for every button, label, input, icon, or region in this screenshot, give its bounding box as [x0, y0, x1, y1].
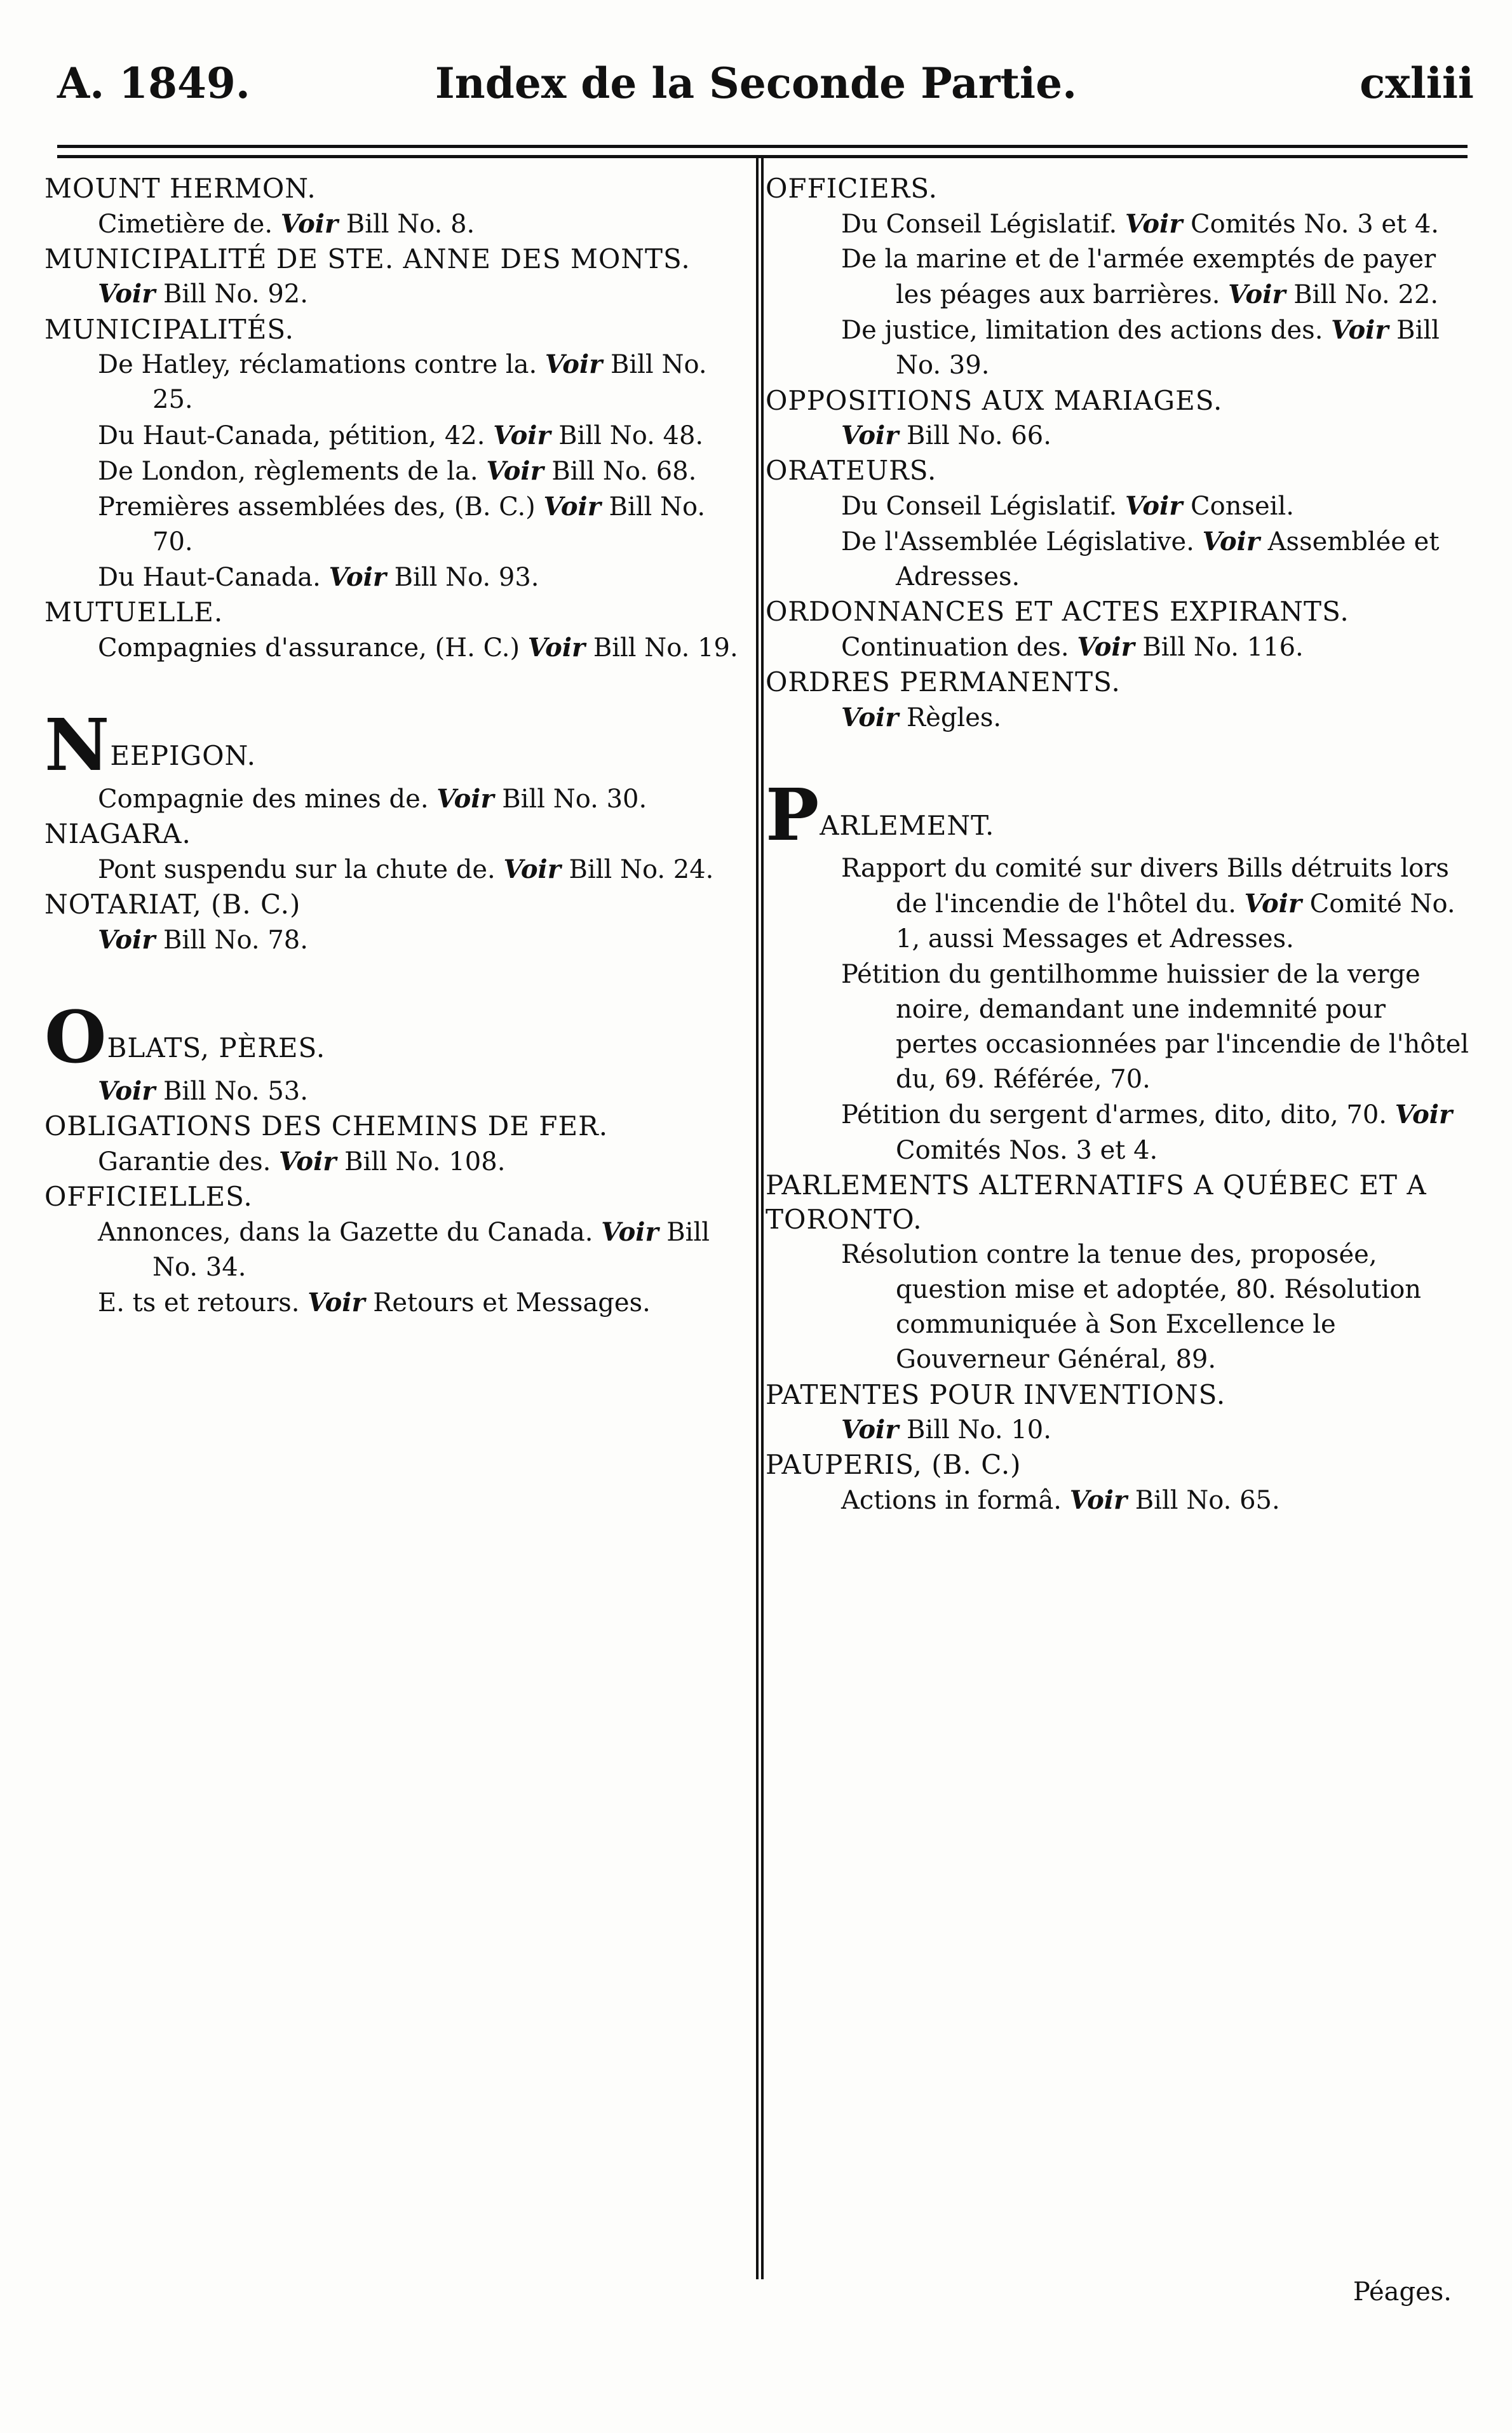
cross-reference: Bill No. 25.: [152, 350, 707, 415]
heading-text: OBLIGATIONS DES CHEMINS DE FER.: [44, 1110, 609, 1142]
index-subentry: [44, 781, 750, 817]
left-column: [44, 172, 750, 1321]
cross-reference: Règles.: [907, 703, 1002, 732]
cross-reference: Bill No. 34.: [152, 1217, 710, 1282]
voir-label: Voir: [1124, 208, 1183, 239]
index-heading: [44, 1109, 750, 1144]
index-subentry: [44, 560, 750, 595]
voir-label: Voir: [328, 562, 386, 593]
cross-reference: Comité No. 1, aussi Messages et Adresses.: [896, 889, 1455, 954]
voir-label: Voir: [486, 455, 544, 486]
heading-text: ORDONNANCES ET ACTES EXPIRANTS.: [766, 596, 1349, 628]
index-heading: [766, 1168, 1474, 1237]
cross-reference: Bill No. 68.: [551, 456, 697, 486]
index-subentry: [766, 630, 1474, 665]
page-title: Index de la Seconde Partie.: [435, 58, 1077, 108]
subentry-text: Rapport du comité sur divers Bills détruits lors de l'incendie de l'hôtel du.: [841, 854, 1449, 919]
heading-text: MUNICIPALITÉS.: [44, 313, 294, 345]
subentry-text: De justice, limitation des actions des.: [841, 316, 1323, 346]
subentry-text: Compagnie des mines de.: [98, 785, 429, 814]
heading-text: EEPIGON.: [110, 740, 256, 772]
index-subentry: [44, 206, 750, 242]
index-subentry: [766, 1483, 1474, 1518]
index-heading: [44, 595, 750, 630]
index-subentry: [766, 1412, 1474, 1448]
cross-reference: Bill No. 108.: [344, 1147, 506, 1176]
cross-reference: Bill No. 30.: [502, 785, 647, 814]
voir-label: Voir: [601, 1216, 659, 1247]
header-rule-top: [57, 145, 1468, 148]
heading-text: OPPOSITIONS AUX MARIAGES.: [766, 384, 1223, 416]
index-subentry: [44, 1074, 750, 1109]
voir-label: Voir: [493, 420, 551, 450]
heading-text: OFFICIELLES.: [44, 1180, 253, 1212]
heading-text: MOUNT HERMON.: [44, 173, 316, 204]
cross-reference: Bill No. 19.: [593, 633, 738, 663]
voir-label: Voir: [527, 633, 586, 663]
subentry-text: De l'Assemblée Législative.: [841, 527, 1194, 557]
index-subentry: [766, 851, 1474, 957]
index-heading: [766, 1378, 1474, 1413]
column-divider-right: [761, 158, 764, 2279]
heading-text: BLATS, PÈRES.: [107, 1032, 326, 1063]
cross-reference: Comités Nos. 3 et 4.: [896, 1135, 1158, 1165]
index-heading: [44, 817, 750, 852]
subentry-text: E. ts et retours.: [98, 1288, 300, 1318]
subentry-text: De Hatley, réclamations contre la.: [98, 350, 537, 380]
subentry-text: Cimetière de.: [98, 209, 273, 239]
voir-label: Voir: [1069, 1485, 1128, 1516]
index-heading: [766, 774, 1474, 858]
cross-reference: Bill No. 39.: [896, 316, 1440, 381]
voir-label: Voir: [503, 854, 561, 885]
voir-label: Voir: [1244, 889, 1302, 919]
cross-reference: Bill No. 92.: [163, 280, 308, 309]
index-heading: [44, 313, 750, 347]
page-number: cxliii: [1360, 58, 1474, 108]
voir-label: Voir: [1331, 315, 1389, 346]
voir-label: Voir: [1228, 279, 1286, 309]
voir-label: Voir: [543, 491, 601, 522]
voir-label: Voir: [1077, 632, 1135, 663]
voir-label: Voir: [544, 349, 603, 380]
index-subentry: [766, 418, 1474, 454]
index-heading: [44, 887, 750, 922]
index-subentry: [766, 700, 1474, 736]
index-heading: [44, 172, 750, 206]
voir-label: Voir: [98, 1076, 156, 1106]
subentry-text: Annonces, dans la Gazette du Canada.: [98, 1217, 593, 1247]
index-subentry: [44, 1285, 750, 1321]
index-heading: [766, 454, 1474, 489]
subentry-text: De London, règlements de la.: [98, 456, 478, 486]
subentry-text: Du Conseil Législatif.: [841, 491, 1117, 521]
index-heading: [766, 1448, 1474, 1483]
drop-initial: N: [44, 704, 111, 788]
index-heading: [766, 384, 1474, 419]
index-heading: [44, 996, 750, 1079]
heading-text: PAUPERIS, (B. C.): [766, 1449, 1022, 1481]
subentry-text: Garantie des.: [98, 1147, 271, 1176]
index-heading: [44, 1180, 750, 1215]
heading-text: MUNICIPALITÉ DE STE. ANNE DES MONTS.: [44, 243, 691, 274]
voir-label: Voir: [436, 784, 494, 814]
heading-text: ORDRES PERMANENTS.: [766, 666, 1121, 698]
index-subentry: [766, 206, 1474, 242]
cross-reference: Retours et Messages.: [373, 1288, 651, 1318]
index-subentry: [766, 242, 1474, 313]
index-subentry: [44, 1144, 750, 1180]
voir-label: Voir: [279, 1146, 337, 1176]
cross-reference: Bill No. 93.: [394, 563, 539, 593]
voir-label: Voir: [841, 421, 899, 451]
cross-reference: Bill No. 65.: [1135, 1486, 1280, 1516]
right-column: [766, 172, 1474, 1518]
drop-initial: P: [766, 774, 820, 858]
heading-text: NIAGARA.: [44, 818, 191, 850]
subentry-text: Pétition du gentilhomme huissier de la verge noire, demandant une indemnité pour pertes occasionnées par l'incendie de l'hôtel du, 69. Référée, 70.: [841, 959, 1469, 1095]
heading-text: PARLEMENTS ALTERNATIFS A QUÉBEC ET A TORONTO.: [766, 1169, 1427, 1236]
page-header: [0, 0, 1512, 133]
cross-reference: Comités No. 3 et 4.: [1191, 209, 1440, 239]
subentry-text: Du Conseil Législatif.: [841, 209, 1117, 239]
index-subentry: [44, 630, 750, 666]
index-subentry: [766, 524, 1474, 595]
voir-label: Voir: [1394, 1100, 1453, 1130]
cross-reference: Bill No. 10.: [907, 1415, 1051, 1445]
index-subentry: [766, 1237, 1474, 1378]
subentry-text: De la marine et de l'armée exemptés de payer les péages aux barrières.: [841, 244, 1436, 309]
heading-text: ARLEMENT.: [820, 810, 995, 842]
cross-reference: Assemblée et Adresses.: [896, 527, 1440, 592]
subentry-text: Actions in formâ.: [841, 1486, 1062, 1516]
index-subentry: [766, 957, 1474, 1098]
year-label: A. 1849.: [57, 58, 250, 108]
heading-text: MUTUELLE.: [44, 596, 224, 628]
subentry-text: Pont suspendu sur la chute de.: [98, 855, 496, 885]
index-subentry: [44, 922, 750, 958]
voir-label: Voir: [280, 208, 339, 239]
index-heading: [766, 172, 1474, 206]
cross-reference: Bill No. 116.: [1142, 633, 1304, 663]
cross-reference: Bill No. 66.: [907, 421, 1051, 451]
index-subentry: [766, 489, 1474, 524]
cross-reference: Conseil.: [1191, 491, 1294, 521]
heading-text: OFFICIERS.: [766, 173, 938, 204]
cross-reference: Bill No. 78.: [163, 925, 308, 955]
index-heading: [44, 704, 750, 788]
subentry-text: Premières assemblées des, (B. C.): [98, 492, 536, 522]
subentry-text: Compagnies d'assurance, (H. C.): [98, 633, 520, 663]
cross-reference: Bill No. 70.: [152, 492, 706, 557]
voir-label: Voir: [841, 702, 899, 732]
heading-text: ORATEURS.: [766, 455, 937, 487]
index-subentry: [44, 276, 750, 312]
drop-initial: O: [44, 996, 107, 1079]
voir-label: Voir: [98, 924, 156, 955]
index-heading: [44, 242, 750, 277]
voir-label: Voir: [1202, 527, 1260, 557]
voir-label: Voir: [841, 1415, 899, 1445]
subentry-text: Pétition du sergent d'armes, dito, dito, 70.: [841, 1100, 1387, 1130]
heading-text: NOTARIAT, (B. C.): [44, 889, 301, 920]
index-subentry: [44, 1215, 750, 1285]
cross-reference: Bill No. 53.: [163, 1077, 308, 1106]
index-heading: [766, 665, 1474, 700]
catchword: Péages.: [1353, 2277, 1452, 2307]
subentry-text: Résolution contre la tenue des, proposée, question mise et adoptée, 80. Résolution communiquée à Son Excellence le Gouverneur Général, 89.: [841, 1239, 1422, 1375]
index-subentry: [44, 454, 750, 489]
voir-label: Voir: [307, 1287, 365, 1318]
index-heading: [766, 595, 1474, 630]
index-subentry: [44, 489, 750, 560]
voir-label: Voir: [98, 279, 156, 309]
index-subentry: [44, 347, 750, 417]
column-divider-left: [756, 158, 759, 2279]
cross-reference: Bill No. 24.: [569, 855, 714, 885]
index-subentry: [44, 852, 750, 887]
voir-label: Voir: [1124, 490, 1183, 521]
index-subentry: [44, 418, 750, 454]
cross-reference: Bill No. 22.: [1293, 280, 1439, 309]
subentry-text: Du Haut-Canada.: [98, 563, 321, 593]
index-subentry: [766, 1097, 1474, 1168]
cross-reference: Bill No. 48.: [558, 421, 704, 450]
heading-text: PATENTES POUR INVENTIONS.: [766, 1378, 1226, 1410]
cross-reference: Bill No. 8.: [346, 209, 475, 239]
index-subentry: [766, 313, 1474, 383]
subentry-text: Du Haut-Canada, pétition, 42.: [98, 421, 485, 450]
subentry-text: Continuation des.: [841, 633, 1069, 663]
